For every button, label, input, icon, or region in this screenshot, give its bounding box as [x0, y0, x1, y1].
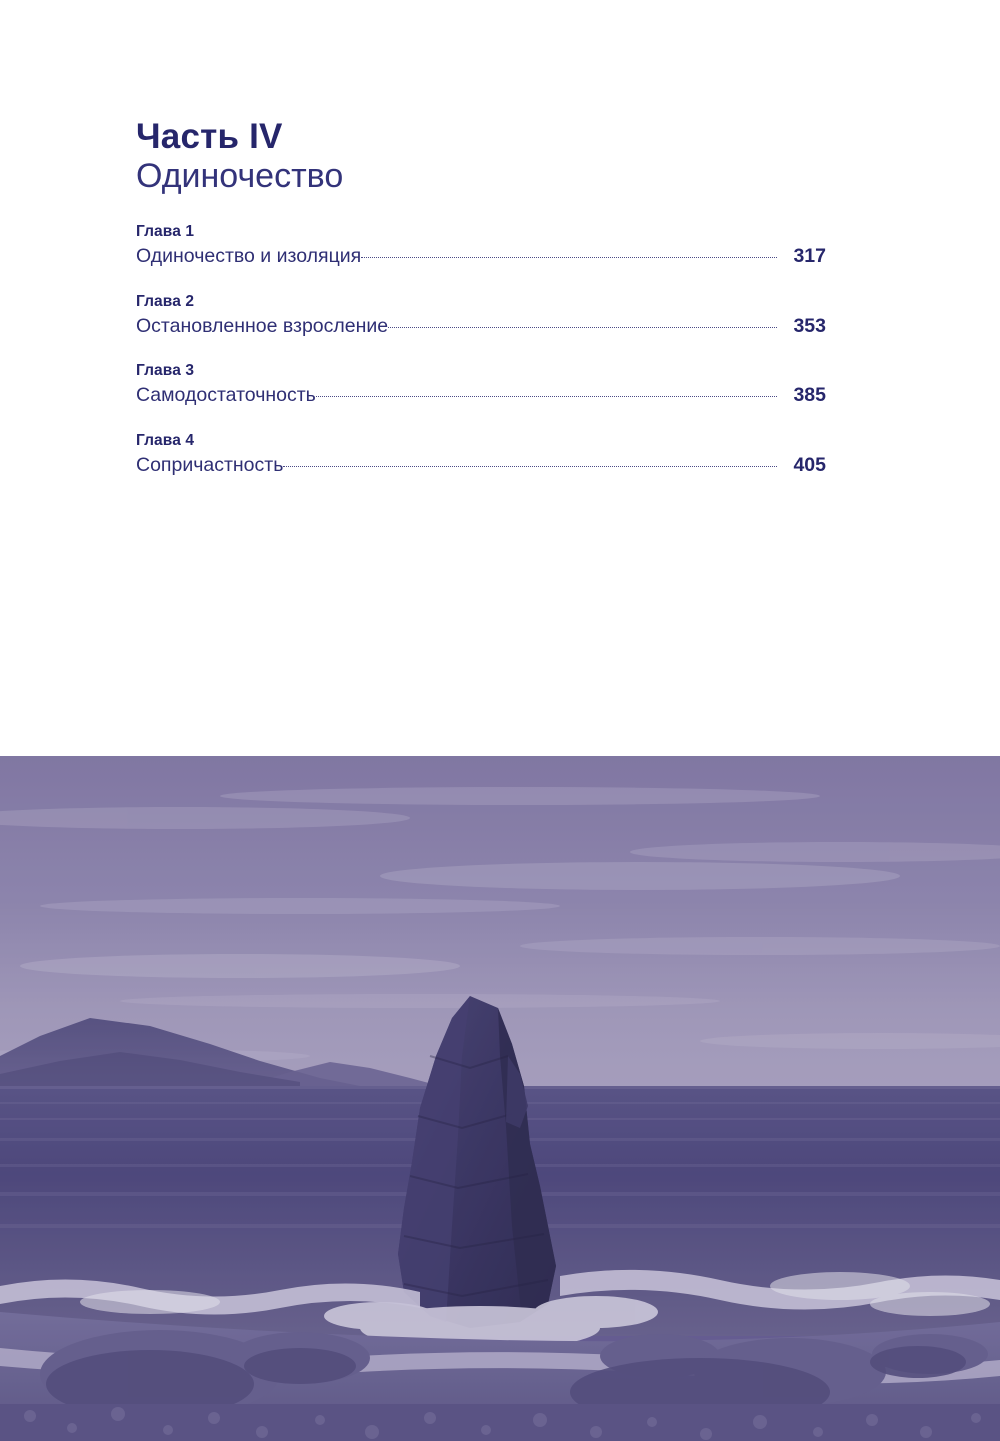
toc-entry-list: [136, 222, 826, 478]
table-of-contents: [136, 118, 826, 478]
list-item[interactable]: [136, 361, 826, 408]
toc-row: [136, 452, 826, 478]
chapter-label: Глава 2: [136, 292, 195, 310]
chapter-title: Остановленное взросление: [136, 314, 389, 337]
chapter-label: Глава 4: [136, 431, 195, 449]
chapter-label: Глава 3: [136, 362, 195, 380]
part-number-heading: Часть IV: [136, 117, 283, 156]
chapter-title: Одиночество и изоляция: [136, 245, 362, 268]
toc-row: [136, 243, 826, 269]
chapter-title: Сопричастность: [136, 453, 284, 476]
list-item[interactable]: [136, 292, 826, 339]
list-item[interactable]: [136, 222, 826, 269]
dot-leader: [361, 256, 777, 258]
list-item[interactable]: [136, 431, 826, 478]
page-number: 385: [793, 384, 826, 407]
page-number: 317: [793, 245, 826, 268]
page-number: 405: [793, 453, 826, 476]
sea-rock-photo: [0, 756, 1000, 1441]
part-title-heading: Одиночество: [136, 156, 344, 195]
chapter-title: Самодостаточность: [136, 384, 316, 407]
dot-leader: [283, 465, 777, 467]
chapter-label: Глава 1: [136, 223, 195, 241]
toc-row: [136, 313, 826, 339]
toc-row: [136, 382, 826, 408]
page-number: 353: [793, 314, 826, 337]
dot-leader: [388, 326, 777, 328]
dot-leader: [316, 395, 777, 397]
